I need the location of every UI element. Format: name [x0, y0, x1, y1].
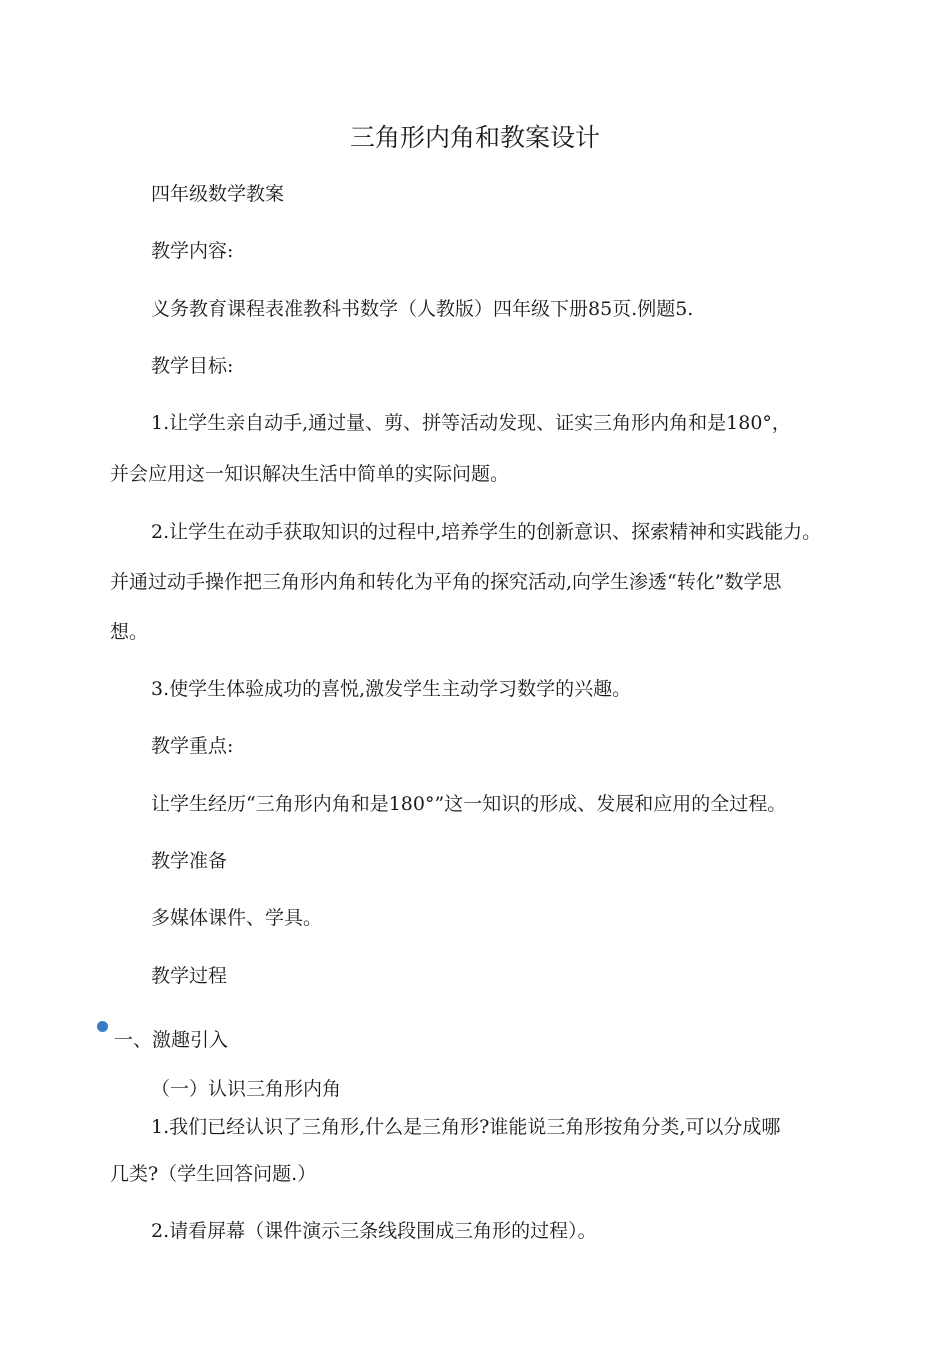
section-heading-key-point: 教学重点: — [151, 735, 234, 757]
part-1-heading: 一、激趣引入 — [114, 1029, 229, 1051]
grade-label: 四年级数学教案 — [151, 183, 285, 205]
objective-2-line-3: 想。 — [110, 621, 149, 643]
subsection-heading: （一）认识三角形内角 — [151, 1078, 342, 1100]
content-text: 义务教育课程表准教科书数学（人教版）四年级下册85页.例题5. — [151, 298, 694, 320]
document-title: 三角形内角和教案设计 — [349, 123, 600, 152]
section-heading-process: 教学过程 — [151, 965, 228, 987]
key-point-text: 让学生经历“三角形内角和是180°”这一知识的形成、发展和应用的全过程。 — [151, 793, 787, 815]
objective-1-line-1: 1.让学生亲自动手,通过量、剪、拼等活动发现、证实三角形内角和是180°， — [151, 412, 791, 434]
section-heading-objectives: 教学目标: — [151, 355, 234, 377]
question-1-line-1: 1.我们已经认识了三角形,什么是三角形?谁能说三角形按角分类,可以分成哪 — [151, 1116, 781, 1138]
bullet-marker — [97, 1021, 108, 1032]
objective-1-line-2: 并会应用这一知识解决生活中简单的实际问题。 — [110, 463, 510, 485]
preparation-text: 多媒体课件、学具。 — [151, 907, 323, 929]
objective-2-line-1: 2.让学生在动手获取知识的过程中,培养学生的创新意识、探索精神和实践能力。 — [151, 521, 822, 543]
question-1-line-2: 几类?（学生回答问题.） — [110, 1163, 317, 1185]
objective-2-line-2: 并通过动手操作把三角形内角和转化为平角的探究活动,向学生渗透“转化”数学思 — [110, 571, 782, 593]
section-heading-preparation: 教学准备 — [151, 850, 228, 872]
section-heading-content: 教学内容: — [151, 240, 234, 262]
objective-3: 3.使学生体验成功的喜悦,激发学生主动学习数学的兴趣。 — [151, 678, 632, 700]
step-2-text: 2.请看屏幕（课件演示三条线段围成三角形的过程）。 — [151, 1220, 597, 1242]
